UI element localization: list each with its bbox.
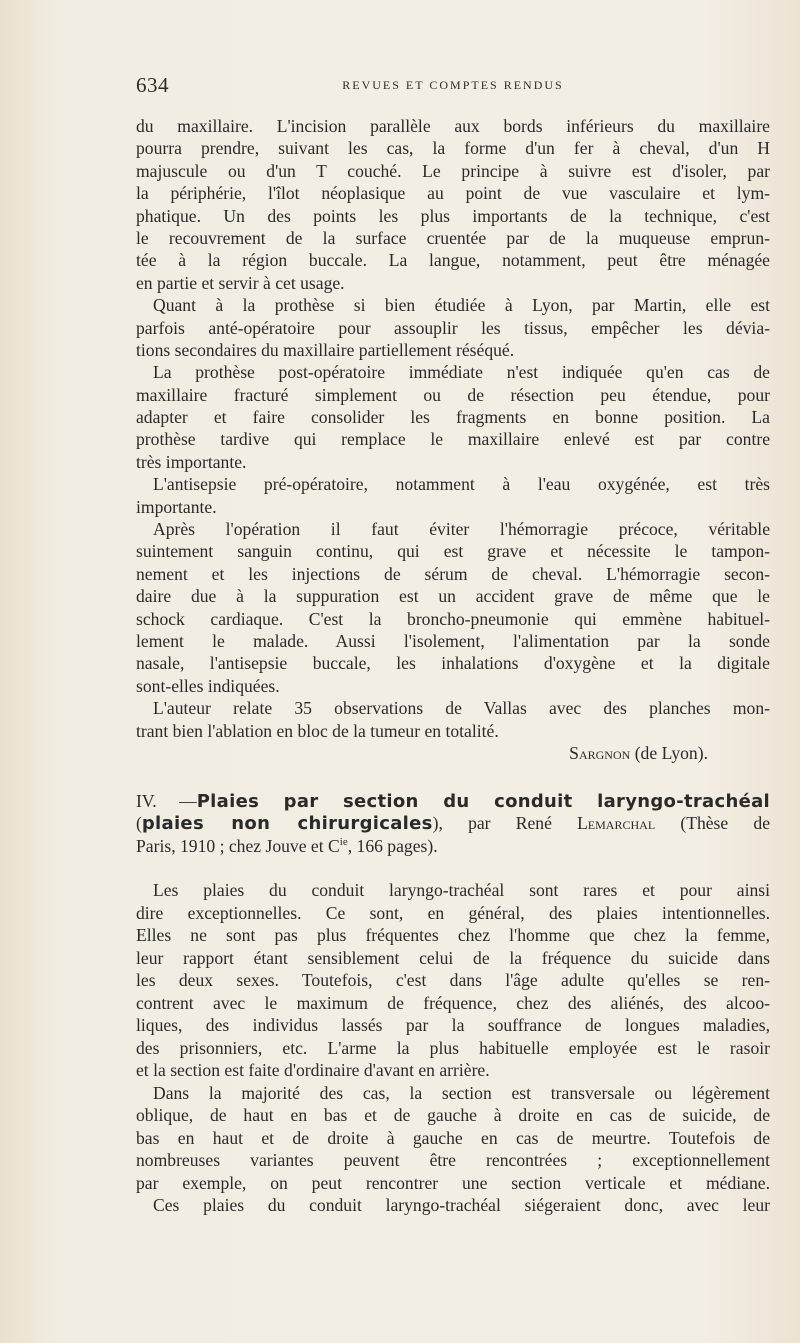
text-line: leur rapport étant sensiblement celui de la fréquence du suicide dans <box>136 947 770 968</box>
text-line: du maxillaire. L'incision parallèle aux bords inférieurs du maxillaire <box>136 116 770 136</box>
section-heading <box>136 790 770 857</box>
section-subtitle: plaies non chirurgicales <box>141 813 433 835</box>
text-line: Quant à la prothèse si bien étudiée à Lyon, par Martin, elle est <box>153 295 770 316</box>
text-line: très importante. <box>136 451 247 472</box>
text-line: et la section est faite d'ordinaire d'avant en arrière. <box>136 1060 490 1080</box>
text-line: Les plaies du conduit laryngo-trachéal sont rares et pour ainsi <box>153 880 770 900</box>
text-line: bas en haut et de droite à gauche en cas de meurtre. Toutefois de <box>136 1127 770 1148</box>
text-line: lement le malade. Aussi l'isolement, l'alimentation par la sonde <box>136 630 770 651</box>
text-line: liques, des individus lassés par la souffrance de longues maladies, <box>136 1015 770 1035</box>
text-line: en partie et servir à cet usage. <box>136 272 345 293</box>
text-line: tée à la région buccale. La langue, notamment, peut être ménagée <box>136 250 770 271</box>
text-line: importante. <box>136 496 217 517</box>
text-line: par exemple, on peut rencontrer une section verticale et médiane. <box>136 1172 770 1193</box>
text-line: L'antisepsie pré-opératoire, notamment à l'eau oxygénée, est très <box>153 474 770 495</box>
abstract-body <box>136 879 770 1217</box>
text-line: daire due à la suppuration est un accident grave de même que le <box>136 586 770 607</box>
heading-line: Paris, 1910 ; chez Jouve et $C^{ie}$, 166 pages). <box>136 835 438 856</box>
heading-line <box>136 790 770 812</box>
section-numeral: IV. — <box>136 791 197 811</box>
text-line: Après l'opération il faut éviter l'hémorragie précoce, véritable <box>153 519 770 540</box>
heading-line: (plaies non chirurgicales), par René Lemarchal (Thèse de <box>136 813 770 835</box>
text-line: maxillaire fracturé simplement ou de résection peu étendue, pour <box>136 384 770 405</box>
page-header <box>136 73 770 97</box>
text-line: Dans la majorité des cas, la section est transversale ou légèrement <box>153 1082 770 1103</box>
text-line: Elles ne sont pas plus fréquentes chez l'homme que chez la femme, <box>136 925 770 945</box>
text-line: La prothèse post-opératoire immédiate n'est indiquée qu'en cas de <box>153 362 770 383</box>
text-line: nasale, l'antisepsie buccale, les inhalations d'oxygène et la digitale <box>136 653 770 674</box>
text-line: majuscule ou d'un T couché. Le principe à suivre est d'isoler, par <box>136 160 770 181</box>
text-line: les deux sexes. Toutefois, c'est dans l'âge adulte qu'elles se ren- <box>136 970 770 990</box>
review-body <box>136 115 770 764</box>
author-name: Lemarchal <box>577 813 656 834</box>
text-line: phatique. Un des points les plus importants de la technique, c'est <box>136 205 770 226</box>
text-line: parfois anté-opératoire pour assouplir les tissus, empêcher les dévia- <box>136 317 770 338</box>
text-line: sont-elles indiquées. <box>136 675 280 696</box>
text-line: L'auteur relate 35 observations de Vallas avec des planches mon- <box>153 698 770 719</box>
page-number: 634 <box>136 73 169 97</box>
text-line: la périphérie, l'îlot néoplasique au point de vue vasculaire et lym- <box>136 183 770 204</box>
text-line: nombreuses variantes peuvent être rencontrées ; exceptionnellement <box>136 1150 770 1170</box>
text-line: prothèse tardive qui remplace le maxillaire enlevé est par contre <box>136 429 770 450</box>
text-line: nement et les injections de sérum de cheval. L'hémorragie secon- <box>136 563 770 584</box>
text-line: pourra prendre, suivant les cas, la forme d'un fer à cheval, d'un H <box>136 138 770 159</box>
text-line: oblique, de haut en bas et de gauche à droite en cas de suicide, de <box>136 1105 770 1125</box>
text-line: trant bien l'ablation en bloc de la tumeur en totalité. <box>136 720 499 741</box>
text-line: suintement sanguin continu, qui est grave et nécessite le tampon- <box>136 541 770 562</box>
text-line: schock cardiaque. C'est la broncho-pneumonie qui emmène habituel- <box>136 608 770 629</box>
signature <box>136 742 770 764</box>
text-line: le recouvrement de la surface cruentée par de la muqueuse emprun- <box>136 227 770 248</box>
text-line: contrent avec le maximum de fréquence, chez des aliénés, des alcoo- <box>136 992 770 1013</box>
text-line: tions secondaires du maxillaire partiellement réséqué. <box>136 339 515 360</box>
section-title: Plaies par section du conduit laryngo-trachéal <box>196 791 770 812</box>
text-line: Ces plaies du conduit laryngo-trachéal siégeraient donc, avec leur <box>153 1195 770 1215</box>
text-line: dire exceptionnelles. Ce sont, en général, des plaies intentionnelles. <box>136 902 770 923</box>
text-line: des prisonniers, etc. L'arme la plus habituelle employée est le rasoir <box>136 1037 770 1058</box>
signature-place: (de Lyon). <box>634 742 708 763</box>
running-head: REVUES ET COMPTES RENDUS <box>342 78 564 92</box>
text-line: adapter et faire consolider les fragments en bonne position. La <box>136 407 770 428</box>
signature-name: Sargnon <box>569 742 631 763</box>
